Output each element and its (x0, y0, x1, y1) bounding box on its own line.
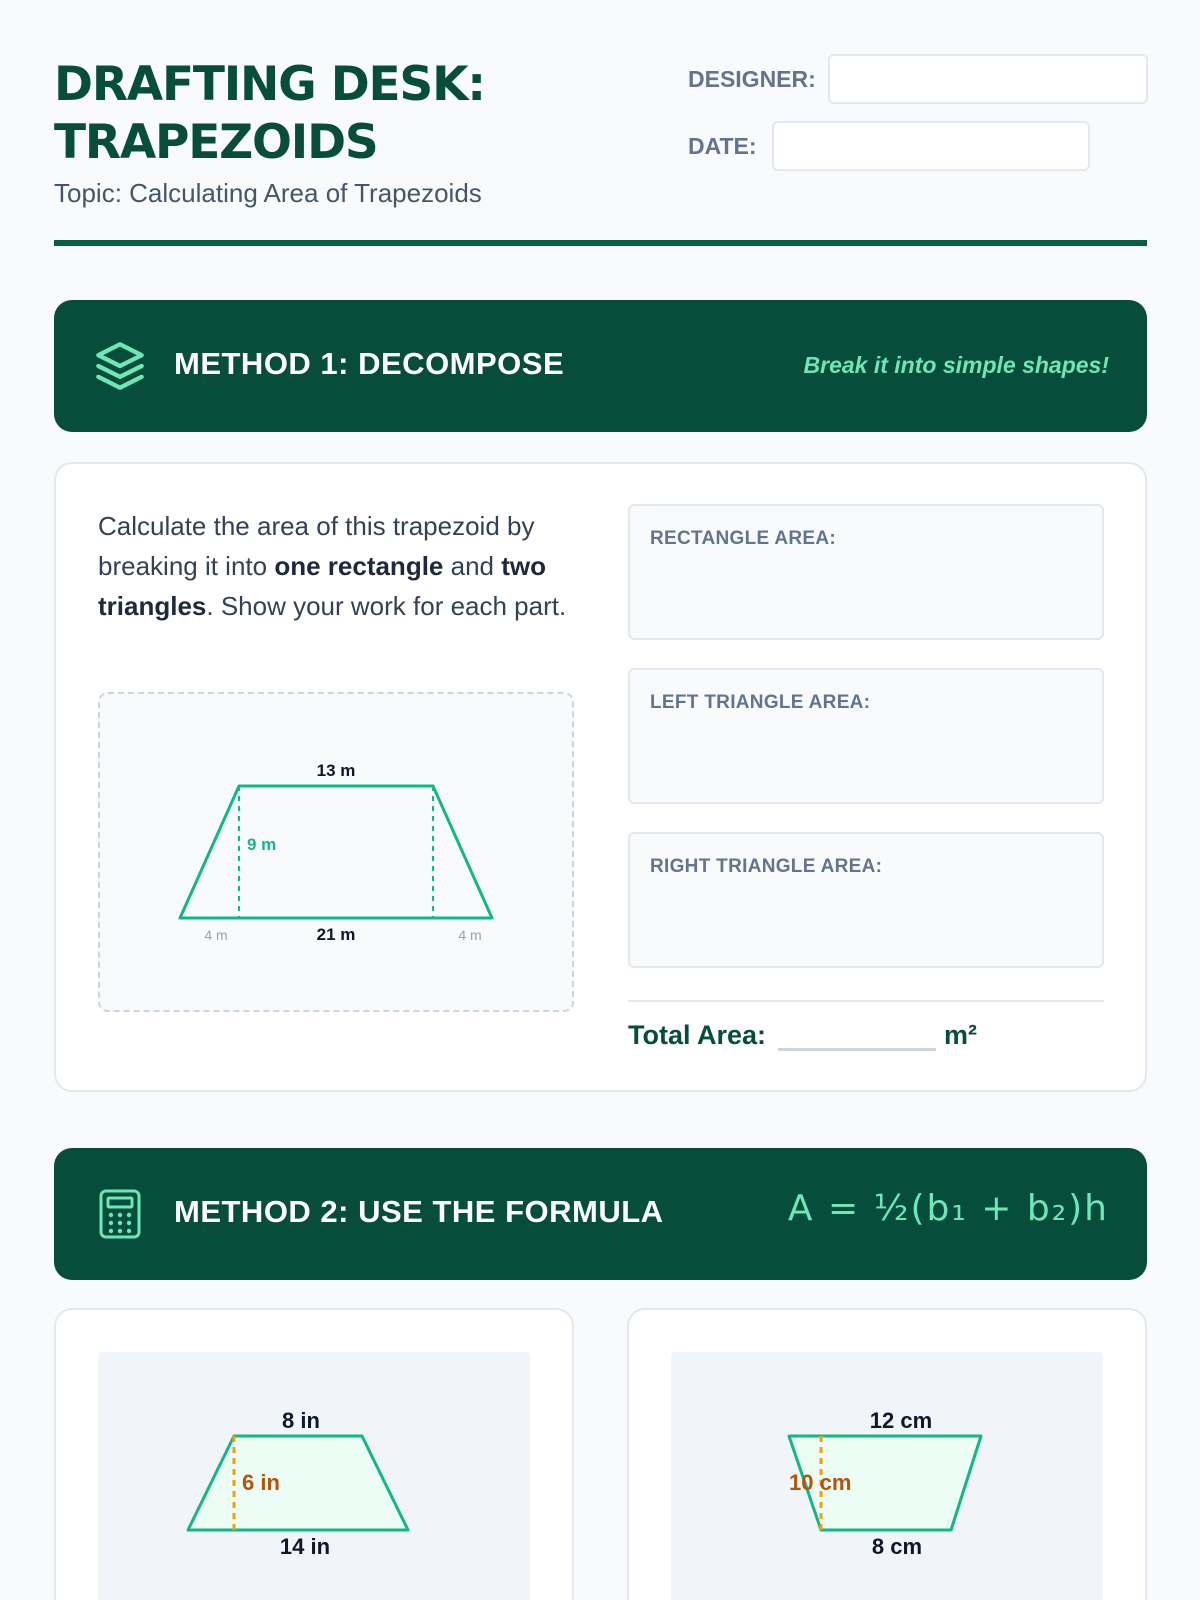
date-label: DATE: (688, 133, 757, 159)
problem-card-2 (627, 1308, 1147, 1600)
method1-card (54, 462, 1147, 1092)
problem-1-figure-panel (98, 1352, 530, 1600)
designer-label: DESIGNER: (688, 66, 816, 92)
bottom-base-label: 14 in (279, 1534, 331, 1559)
rectangle-area-label: RECTANGLE AREA: (650, 528, 837, 549)
worksheet-topic: Topic: Calculating Area of Trapezoids (54, 178, 482, 208)
layers-icon (94, 340, 146, 392)
instructions-text: . Show your work for each part. (206, 591, 567, 621)
decompose-diagram (98, 692, 574, 1012)
left-triangle-area-label: LEFT TRIANGLE AREA: (650, 692, 871, 713)
instructions-text: Calculate the area of this trapezoid by breaking it into (98, 511, 535, 581)
method2-title: METHOD 2: USE THE FORMULA (174, 1194, 664, 1229)
top-base-label: 13 m (316, 761, 356, 780)
problem-1-trapezoid-figure (98, 1352, 530, 1600)
right-triangle-area-label: RIGHT TRIANGLE AREA: (650, 856, 883, 877)
right-triangle-area-box[interactable] (628, 832, 1104, 968)
total-area-unit: m² (944, 1020, 977, 1050)
left-offset-label: 4 m (204, 927, 228, 943)
right-offset-label: 4 m (458, 927, 482, 943)
problem-2-trapezoid-figure (671, 1352, 1103, 1600)
top-base-label: 12 cm (869, 1408, 933, 1433)
calculator-icon (98, 1188, 142, 1240)
method1-instructions (98, 506, 578, 626)
total-area-label: Total Area: (628, 1020, 767, 1050)
top-base-label: 8 in (282, 1408, 320, 1433)
height-label: 9 m (247, 835, 277, 854)
instructions-text: and (443, 551, 502, 581)
header-divider (54, 240, 1147, 246)
method1-tagline: Break it into simple shapes! (803, 352, 1109, 378)
problem-card-1 (54, 1308, 574, 1600)
trapezoid-decompose-figure (100, 694, 572, 1010)
date-field[interactable] (772, 121, 1090, 171)
worksheet-title: DRAFTING DESK: TRAPEZOIDS (54, 57, 485, 170)
problem-2-figure-panel (671, 1352, 1103, 1600)
bottom-base-label: 8 cm (871, 1534, 923, 1559)
left-triangle-area-box[interactable] (628, 668, 1104, 804)
method2-header (54, 1148, 1147, 1280)
total-divider (628, 1000, 1104, 1002)
total-area-blank[interactable] (778, 1048, 936, 1051)
bottom-base-label: 21 m (316, 925, 356, 944)
designer-field[interactable] (828, 54, 1148, 104)
method1-header (54, 300, 1147, 432)
height-label: 6 in (242, 1470, 280, 1495)
method1-title: METHOD 1: DECOMPOSE (174, 346, 565, 381)
rectangle-area-box[interactable] (628, 504, 1104, 640)
instructions-emphasis-triangles: two triangles (98, 551, 546, 621)
trapezoid-shape (188, 1436, 408, 1530)
trapezoid-shape (180, 786, 492, 918)
area-formula: A = ½(b₁ + b₂)h (787, 1188, 1109, 1229)
instructions-emphasis-rectangle: one rectangle (274, 551, 444, 581)
height-label: 10 cm (789, 1470, 852, 1495)
